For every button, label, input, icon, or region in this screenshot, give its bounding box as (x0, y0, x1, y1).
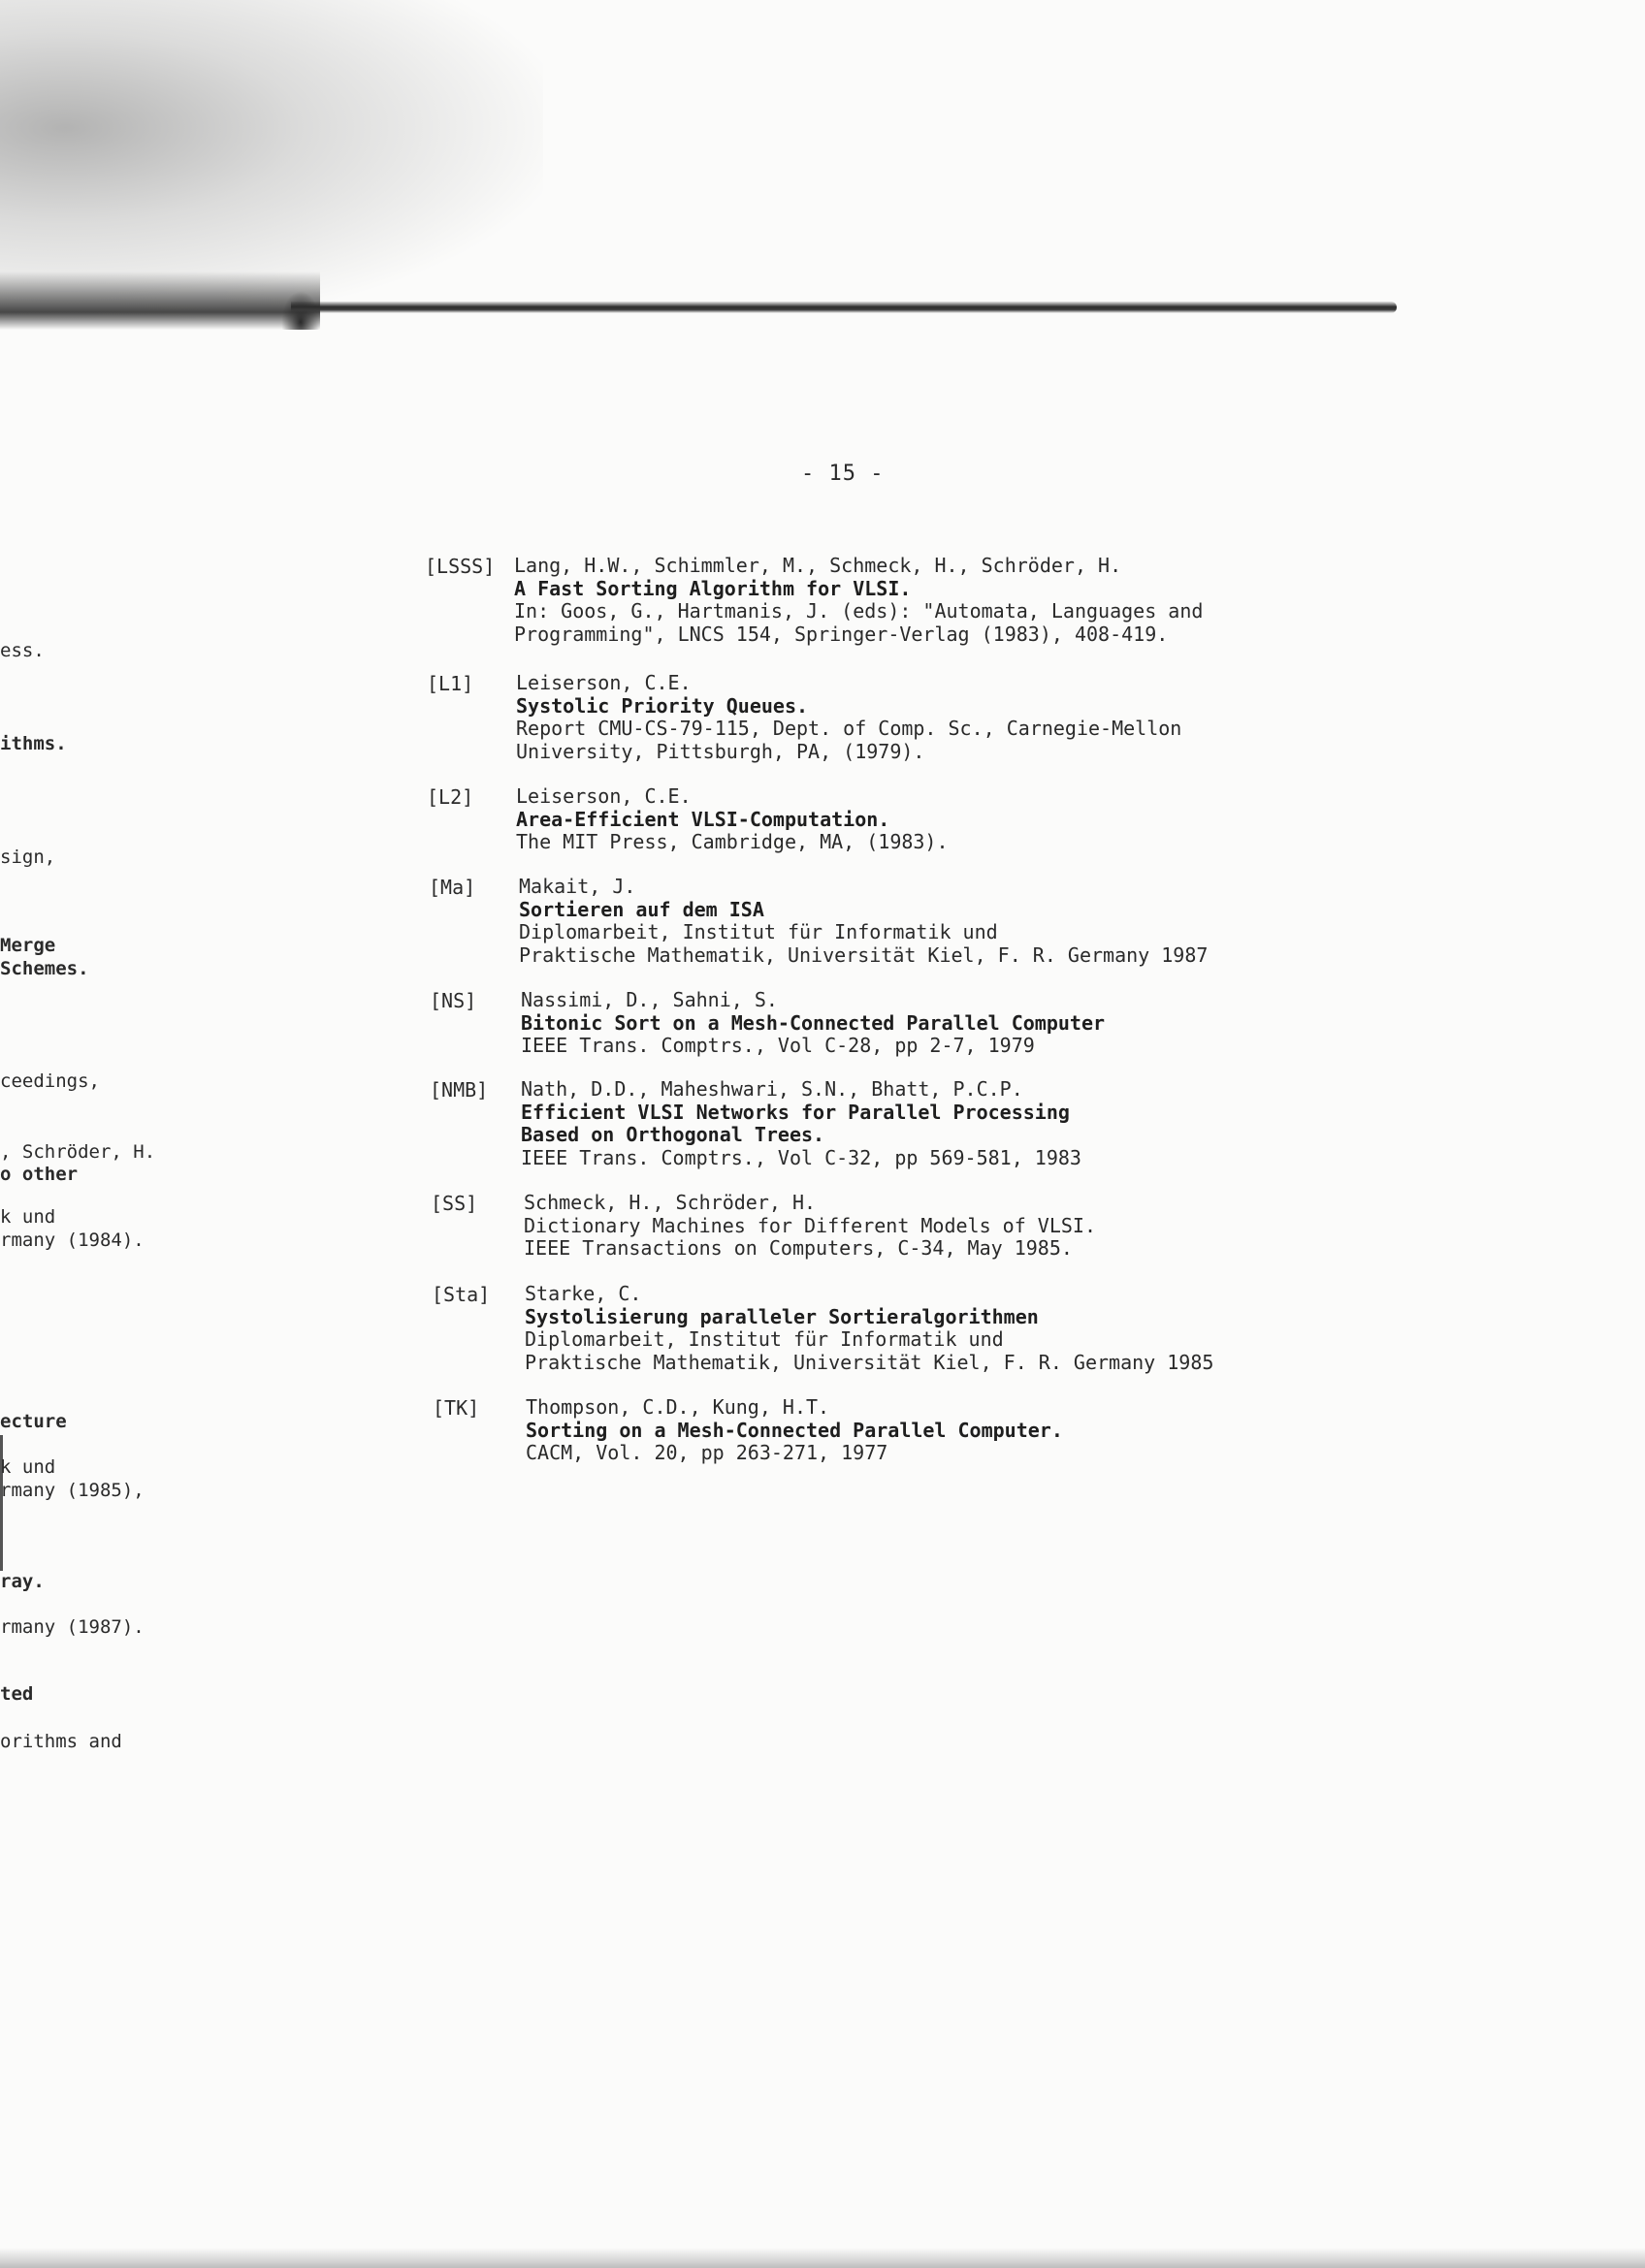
reference-detail: Report CMU-CS-79-115, Dept. of Comp. Sc., Carnegie-Mellon (516, 717, 1182, 740)
left-column-fragment: sign, (0, 847, 56, 868)
left-column-fragment: ess. (0, 640, 45, 661)
reference-authors: Makait, J. (519, 875, 636, 898)
reference-detail: The MIT Press, Cambridge, MA, (1983). (516, 830, 949, 853)
left-column-fragment: Schemes. (0, 958, 89, 979)
left-column-fragment: k und (0, 1206, 56, 1228)
left-column-fragment: k und (0, 1456, 56, 1478)
left-column-fragment: rmany (1985), (0, 1480, 145, 1501)
reference-authors: Schmeck, H., Schröder, H. (524, 1191, 817, 1214)
reference-detail: IEEE Transactions on Computers, C-34, May 1985. (524, 1236, 1073, 1260)
reference-detail: CACM, Vol. 20, pp 263-271, 1977 (526, 1441, 888, 1464)
reference-key: [Sta] (432, 1283, 491, 1306)
left-column-fragment: o other (0, 1164, 79, 1185)
reference-title-line-2: Based on Orthogonal Trees. (521, 1123, 825, 1146)
reference-title: Sorting on a Mesh-Connected Parallel Computer. (526, 1418, 1063, 1442)
reference-detail: University, Pittsburgh, PA, (1979). (516, 739, 925, 763)
reference-key: [NS] (430, 989, 477, 1012)
left-column-fragment: ecture (0, 1411, 67, 1432)
scan-shadow-band (0, 272, 320, 330)
reference-authors: Leiserson, C.E. (516, 671, 692, 694)
reference-key: [LSSS] (425, 555, 496, 578)
left-column-fragment: ceedings, (0, 1070, 100, 1092)
left-column-fragment: rmany (1984). (0, 1230, 145, 1251)
reference-detail: Dictionary Machines for Different Models of VLSI. (524, 1213, 1097, 1237)
reference-detail: Diplomarbeit, Institut für Informatik und (525, 1327, 1004, 1351)
reference-key: [NMB] (430, 1078, 489, 1102)
left-column-fragment: rmany (1987). (0, 1616, 145, 1638)
reference-detail: Praktische Mathematik, Universität Kiel, F. R. Germany 1987 (519, 942, 1209, 967)
reference-key: [L1] (427, 672, 474, 695)
reference-detail: IEEE Trans. Comptrs., Vol C-32, pp 569-581, 1983 (521, 1145, 1081, 1169)
reference-key: [TK] (433, 1396, 480, 1420)
bottom-page-edge (0, 2248, 1645, 2268)
reference-authors: Starke, C. (525, 1282, 642, 1305)
reference-key: [L2] (427, 785, 474, 809)
reference-key: [SS] (431, 1192, 478, 1215)
left-column-fragment: Merge (0, 935, 56, 956)
reference-title: Efficient VLSI Networks for Parallel Processing (521, 1100, 1070, 1124)
reference-authors: Lang, H.W., Schimmler, M., Schmeck, H., Schröder, H. (514, 554, 1122, 577)
left-column-fragment: ray. (0, 1571, 45, 1592)
reference-title: A Fast Sorting Algorithm for VLSI. (514, 576, 912, 600)
page-fold-line (291, 302, 1397, 313)
reference-title: Bitonic Sort on a Mesh-Connected Parallel Computer (521, 1010, 1106, 1035)
reference-title: Area-Efficient VLSI-Computation. (516, 807, 890, 831)
left-column-fragment: ithms. (0, 733, 67, 754)
left-column-fragment: , Schröder, H. (0, 1141, 156, 1163)
reference-authors: Nassimi, D., Sahni, S. (521, 988, 778, 1011)
left-column-fragment: ted (0, 1683, 34, 1705)
reference-detail: Programming", LNCS 154, Springer-Verlag (1983), 408-419. (514, 622, 1169, 646)
page-number: - 15 - (801, 462, 885, 486)
reference-authors: Thompson, C.D., Kung, H.T. (526, 1395, 830, 1419)
reference-authors: Leiserson, C.E. (516, 784, 692, 808)
reference-title: Systolic Priority Queues. (516, 693, 809, 718)
reference-authors: Nath, D.D., Maheshwari, S.N., Bhatt, P.C.P. (521, 1077, 1023, 1101)
left-edge-strip (0, 1435, 3, 1571)
reference-detail: In: Goos, G., Hartmanis, J. (eds): "Automata, Languages and (514, 599, 1204, 623)
left-column-fragment: orithms and (0, 1731, 122, 1752)
reference-title: Systolisierung paralleler Sortieralgorithmen (525, 1304, 1039, 1328)
reference-key: [Ma] (429, 876, 476, 899)
reference-title: Sortieren auf dem ISA (519, 897, 764, 921)
reference-detail: Diplomarbeit, Institut für Informatik und (519, 920, 998, 943)
reference-detail: Praktische Mathematik, Universität Kiel, F. R. Germany 1985 (525, 1350, 1214, 1374)
reference-detail: IEEE Trans. Comptrs., Vol C-28, pp 2-7, 1979 (521, 1034, 1035, 1057)
